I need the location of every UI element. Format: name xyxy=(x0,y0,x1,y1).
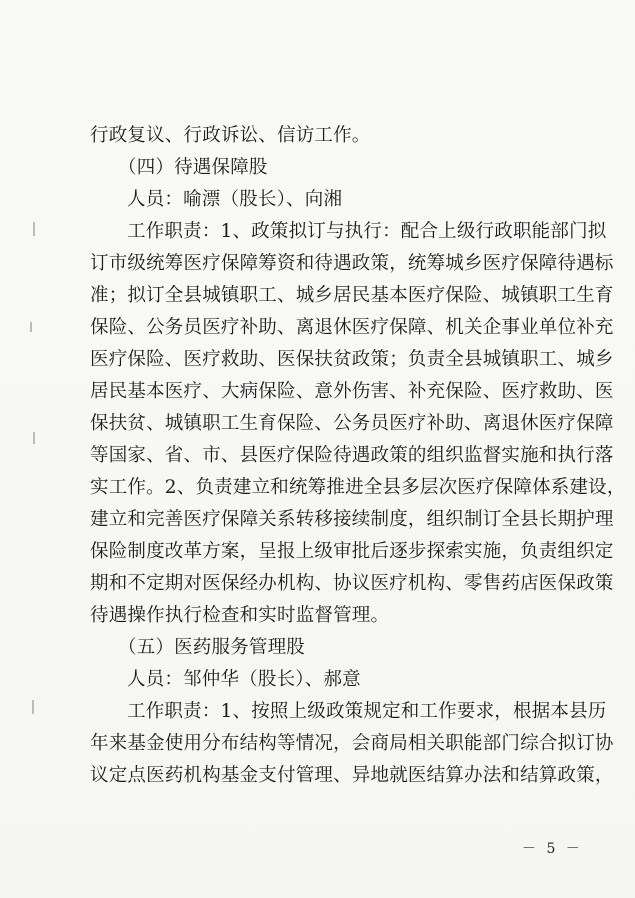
personnel-line: 人员：喻漂（股长）、向湘 xyxy=(127,189,343,210)
text-line: 保险、公务员医疗补助、离退休医疗保障、机关企事业单位补充 xyxy=(90,317,614,338)
text-line: 工作职责：1、政策拟订与执行：配合上级行政职能部门拟 xyxy=(127,221,607,242)
text-line: 年来基金使用分布结构等情况，会商局相关职能部门综合拟订协 xyxy=(90,733,614,754)
text-line: 期和不定期对医保经办机构、协议医疗机构、零售药店医保政策 xyxy=(90,573,614,594)
text-line: 工作职责：1、按照上级政策规定和工作要求，根据本县历 xyxy=(127,701,607,722)
page-number: － 5 － xyxy=(522,841,583,857)
text-line: 准；拟订全县城镇职工、城乡居民基本医疗保险、城镇职工生育 xyxy=(90,285,614,306)
text-line: 等国家、省、市、县医疗保险待遇政策的组织监督实施和执行落 xyxy=(90,445,614,466)
section-heading: （五）医药服务管理股 xyxy=(118,637,306,658)
text-line: 保扶贫、城镇职工生育保险、公务员医疗补助、离退休医疗保障 xyxy=(90,413,614,434)
scan-mark xyxy=(30,322,32,332)
section-heading: （四）待遇保障股 xyxy=(118,157,268,178)
text-line: 医疗保险、医疗救助、医保扶贫政策；负责全县城镇职工、城乡 xyxy=(90,349,614,370)
text-line: 行政复议、行政诉讼、信访工作。 xyxy=(90,125,371,146)
text-line: 保险制度改革方案，呈报上级审批后逐步探索实施，负责组织定 xyxy=(90,541,614,562)
text-line: 议定点医药机构基金支付管理、异地就医结算办法和结算政策， xyxy=(90,765,614,786)
text-line: 建立和完善医疗保障关系转移接续制度，组织制订全县长期护理 xyxy=(90,509,614,530)
scan-mark xyxy=(33,222,35,236)
text-line: 待遇操作执行检查和实时监督管理。 xyxy=(90,605,390,626)
scan-mark xyxy=(32,700,34,714)
personnel-line: 人员：邹仲华（股长）、郝意 xyxy=(127,669,361,690)
text-line: 实工作。2、负责建立和统筹推进全县多层次医疗保障体系建设， xyxy=(90,477,626,498)
text-line: 居民基本医疗、大病保险、意外伤害、补充保险、医疗救助、医 xyxy=(90,381,614,402)
scan-mark xyxy=(33,432,35,444)
text-line: 订市级统筹医疗保障筹资和待遇政策，统筹城乡医疗保障待遇标 xyxy=(90,253,614,274)
